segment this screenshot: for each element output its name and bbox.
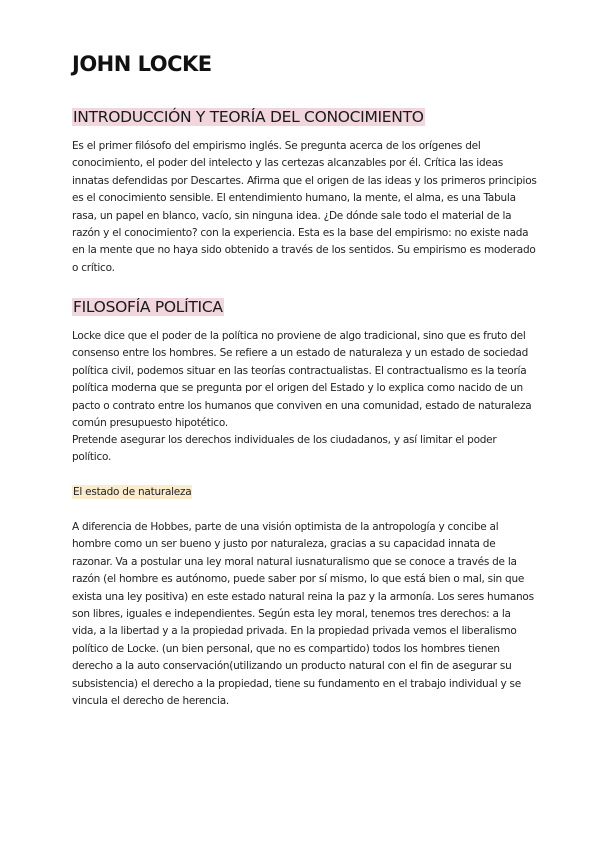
section-heading-introduccion (72, 106, 425, 128)
paragraph-introduccion: Es el primer filósofo del empirismo inglés. Se pregunta acerca de los orígenes del conocimiento, el poder del intelecto y las certezas alcanzables por él. Crítica las ideas innatas defendidas por Descartes. Afirma que el origen de las ideas y los primeros principios es el conocimiento sensible. El entendimiento humano, la mente, el alma, es una Tabula rasa, un papel en blanco, vacío, sin ninguna idea. ¿De dónde sale todo el material de la razón y el conocimiento? con la experiencia. Esta es la base del empirismo: no existe nada en la mente que no haya sido obtenido a través de los sentidos. Su empirismo es moderado o crítico. (72, 140, 537, 274)
paragraph-derechos: Pretende asegurar los derechos individuales de los ciudadanos, y así limitar el poder político. (72, 434, 497, 464)
section-heading-highlight: INTRODUCCIÓN Y TEORÍA DEL CONOCIMIENTO (73, 108, 424, 126)
paragraph-estado-naturaleza: A diferencia de Hobbes, parte de una visión optimista de la antropología y concibe al hombre como un ser bueno y justo por naturaleza, gracias a su capacidad innata de razonar. Va a postular una ley moral natural iusnaturalismo que se conoce a través de la razón (el hombre es autónomo, puede saber por sí mismo, lo que está bien o mal, sin que exista una ley positiva) en este estado natural reina la paz y la armonía. Los seres humanos son libres, iguales e independientes. Según esta ley moral, tenemos tres derechos: a la vida, a la libertad y a la propiedad privada. En la propiedad privada vemos el liberalismo político de Locke. (un bien personal, que no es compartido) todos los hombres tienen derecho a la auto conservación(utilizando un producto natural con el fin de asegurar su subsistencia) el derecho a la propiedad, tiene su fundamento en el trabajo individual y se vincula el derecho de herencia. (72, 521, 534, 708)
subheading-estado-naturaleza (72, 484, 192, 501)
document-title: JOHN LOCKE (72, 52, 212, 76)
section-heading-highlight: FILOSOFÍA POLÍTICA (73, 298, 223, 316)
subheading-highlight: El estado de naturaleza (73, 486, 192, 498)
paragraph-filosofia-politica: Locke dice que el poder de la política no proviene de algo tradicional, sino que es fruto del consenso entre los hombres. Se refiere a un estado de naturaleza y un estado de sociedad política civil, podemos situar en las teorías contractualistas. El contractualismo es la teoría política moderna que se pregunta por el origen del Estado y lo explica como nacido de un pacto o contrato entre los humanos que conviven en una comunidad, estado de naturaleza común presupuesto hipotético. (72, 330, 532, 430)
section-heading-filosofia-politica (72, 296, 224, 318)
